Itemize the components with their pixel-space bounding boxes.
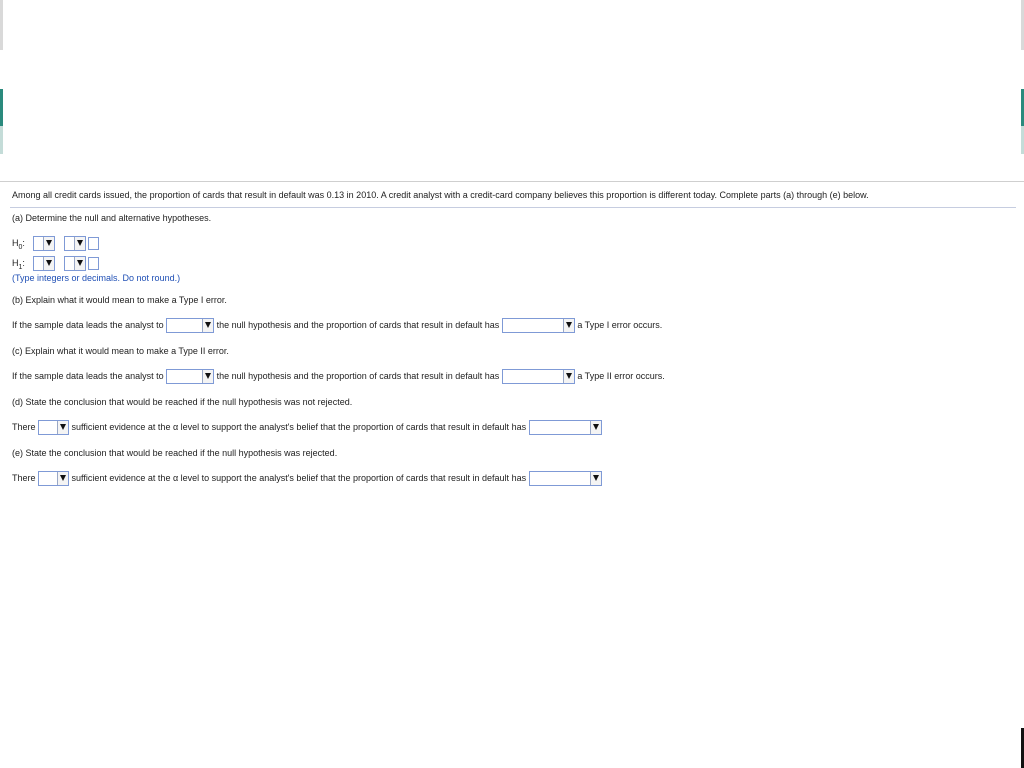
part-c-text-2: the null hypothesis and the proportion of cards that result in default has bbox=[216, 370, 500, 381]
part-e-evidence-dropdown[interactable] bbox=[38, 471, 69, 486]
h1-label: $H_1$: bbox=[12, 257, 25, 271]
h0-value-input[interactable] bbox=[88, 237, 99, 250]
chevron-down-icon bbox=[43, 237, 54, 250]
h0-parameter-dropdown[interactable] bbox=[33, 236, 55, 251]
part-e-change-dropdown[interactable] bbox=[529, 471, 602, 486]
part-d-change-dropdown[interactable] bbox=[529, 420, 602, 435]
part-b-text-3: a Type I error occurs. bbox=[577, 319, 663, 330]
part-c-change-dropdown[interactable] bbox=[502, 369, 575, 384]
part-c-action-dropdown[interactable] bbox=[166, 369, 214, 384]
part-d-text-1: There bbox=[12, 421, 36, 432]
part-c-text-3: a Type II error occurs. bbox=[577, 370, 665, 381]
part-b-heading: (b) Explain what it would mean to make a Type I error. bbox=[12, 295, 227, 305]
h0-label: $H_0$: bbox=[12, 237, 25, 251]
part-c-heading: (c) Explain what it would mean to make a Type II error. bbox=[12, 346, 229, 356]
top-left-edge-mark bbox=[0, 0, 3, 50]
left-accent-bar-light bbox=[0, 126, 3, 154]
question-top-rule bbox=[0, 181, 1024, 182]
part-c-row bbox=[12, 369, 665, 384]
chevron-down-icon bbox=[57, 421, 68, 434]
chevron-down-icon bbox=[202, 319, 213, 332]
chevron-down-icon bbox=[57, 472, 68, 485]
part-e-heading: (e) State the conclusion that would be reached if the null hypothesis was rejected. bbox=[12, 448, 338, 458]
part-b-change-dropdown[interactable] bbox=[502, 318, 575, 333]
part-c-text-1: If the sample data leads the analyst to bbox=[12, 370, 164, 381]
chevron-down-icon bbox=[590, 472, 601, 485]
part-b-text-2: the null hypothesis and the proportion of cards that result in default has bbox=[216, 319, 500, 330]
part-d-row bbox=[12, 420, 602, 435]
part-d-heading: (d) State the conclusion that would be reached if the null hypothesis was not rejected. bbox=[12, 397, 353, 407]
chevron-down-icon bbox=[74, 237, 85, 250]
h1-operator-dropdown[interactable] bbox=[64, 256, 86, 271]
chevron-down-icon bbox=[563, 370, 574, 383]
intro-separator bbox=[10, 207, 1016, 208]
chevron-down-icon bbox=[74, 257, 85, 270]
chevron-down-icon bbox=[202, 370, 213, 383]
part-e-text-1: There bbox=[12, 472, 36, 483]
h0-row bbox=[12, 236, 99, 254]
chevron-down-icon bbox=[590, 421, 601, 434]
chevron-down-icon bbox=[43, 257, 54, 270]
part-b-row bbox=[12, 318, 662, 333]
input-format-hint: (Type integers or decimals. Do not round.) bbox=[12, 273, 181, 283]
part-a-heading: (a) Determine the null and alternative hypotheses. bbox=[12, 213, 212, 223]
part-d-evidence-dropdown[interactable] bbox=[38, 420, 69, 435]
h0-operator-dropdown[interactable] bbox=[64, 236, 86, 251]
part-e-row bbox=[12, 471, 602, 486]
left-accent-bar bbox=[0, 89, 3, 126]
part-b-text-1: If the sample data leads the analyst to bbox=[12, 319, 164, 330]
part-b-action-dropdown[interactable] bbox=[166, 318, 214, 333]
problem-intro: Among all credit cards issued, the proportion of cards that result in default was 0.13 in 2010. A credit analyst with a credit-card company believes this proportion is different today. Complete parts (a) through (e) below. bbox=[12, 190, 869, 200]
h1-parameter-dropdown[interactable] bbox=[33, 256, 55, 271]
part-e-text-2: sufficient evidence at the α level to support the analyst's belief that the proportion of cards that result in default has bbox=[71, 472, 527, 483]
chevron-down-icon bbox=[563, 319, 574, 332]
part-d-text-2: sufficient evidence at the α level to support the analyst's belief that the proportion of cards that result in default has bbox=[71, 421, 527, 432]
h1-value-input[interactable] bbox=[88, 257, 99, 270]
